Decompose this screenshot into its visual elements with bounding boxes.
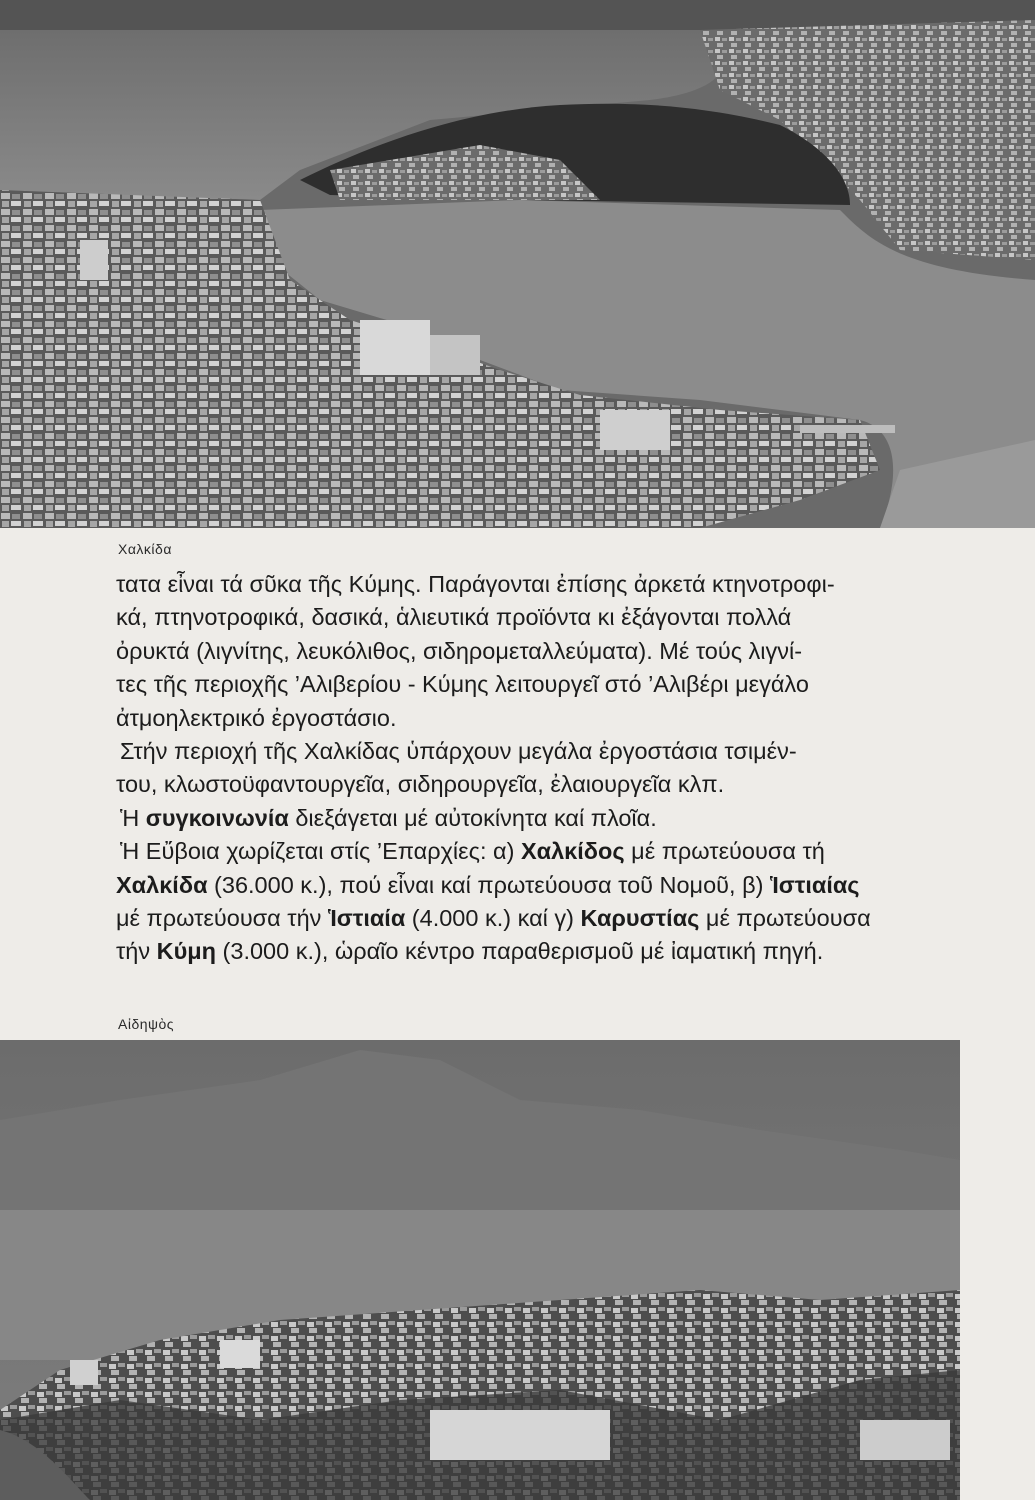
bold-term: Χαλκίδα [116,871,208,898]
bold-term: Κύμη [156,938,217,965]
body-text [116,568,1016,969]
text-line: κά, πτηνοτροφικά, δασικά, ἁλιευτικά προϊόντα κι ἐξάγονται πολλά [116,604,792,631]
text-run: (36.000 κ.), πού εἶναι καί πρωτεύουσα τοῦ Νομοῦ, β) [207,871,770,898]
text-line: ὀρυκτά (λιγνίτης, λευκόλιθος, σιδηρομεταλλεύματα). Μέ τούς λιγνί- [116,637,803,664]
text-run: μέ πρωτεύουσα τήν [116,905,328,932]
paragraph-4 [116,835,1016,969]
paragraph-3 [116,802,1016,835]
paragraph-1 [116,568,1016,735]
text-run: μέ πρωτεύουσα τή [624,838,825,865]
text-run: (4.000 κ.) καί γ) [405,905,581,932]
text-run: Ἡ [120,804,146,831]
paragraph-2 [116,735,1016,802]
text-run: μέ πρωτεύουσα [699,905,871,932]
text-line: Στήν περιοχή τῆς Χαλκίδας ὑπάρχουν μεγάλα ἐργοστάσια τσιμέν- [120,738,797,765]
text-line [116,869,1016,902]
text-line [116,935,1016,968]
aidipsos-photo [0,1040,960,1500]
text-line: ἀτμοηλεκτρικό ἐργοστάσιο. [116,704,397,731]
bold-term: Ἱστιαίας [769,871,860,898]
bold-term: Καρυστίας [580,905,700,932]
photo-caption-top: Χαλκίδα [118,541,172,557]
text-run: Ἡ Εὔβοια χωρίζεται στίς ’Επαρχίες: α) [120,838,521,865]
chalkida-aerial-photo [0,0,1035,528]
text-run: (3.000 κ.), ὡραῖο κέντρο παραθερισμοῦ μέ ἰαματική πηγή. [216,938,824,965]
text-line: του, κλωστοϋφαντουργεῖα, σιδηρουργεῖα, ἐλαιουργεῖα κλπ. [116,771,725,798]
bold-term: Ἱστιαία [327,905,406,932]
text-line: τατα εἶναι τά σῦκα τῆς Κύμης. Παράγονται ἐπίσης ἀρκετά κτηνοτροφι- [116,571,835,597]
text-line [116,902,1016,935]
text-line: τες τῆς περιοχῆς ’Αλιβερίου - Κύμης λειτουργεῖ στό ’Αλιβέρι μεγάλο [116,671,809,698]
text-run: τήν [116,938,157,965]
photo-caption-bottom: Αἰδηψὸς [118,1016,175,1032]
bold-term: συγκοινωνία [145,804,289,831]
text-run: διεξάγεται μέ αὐτοκίνητα καί πλοῖα. [288,804,657,831]
bold-term: Χαλκίδος [520,838,625,865]
text-line [116,802,1016,835]
text-line [116,835,1016,868]
